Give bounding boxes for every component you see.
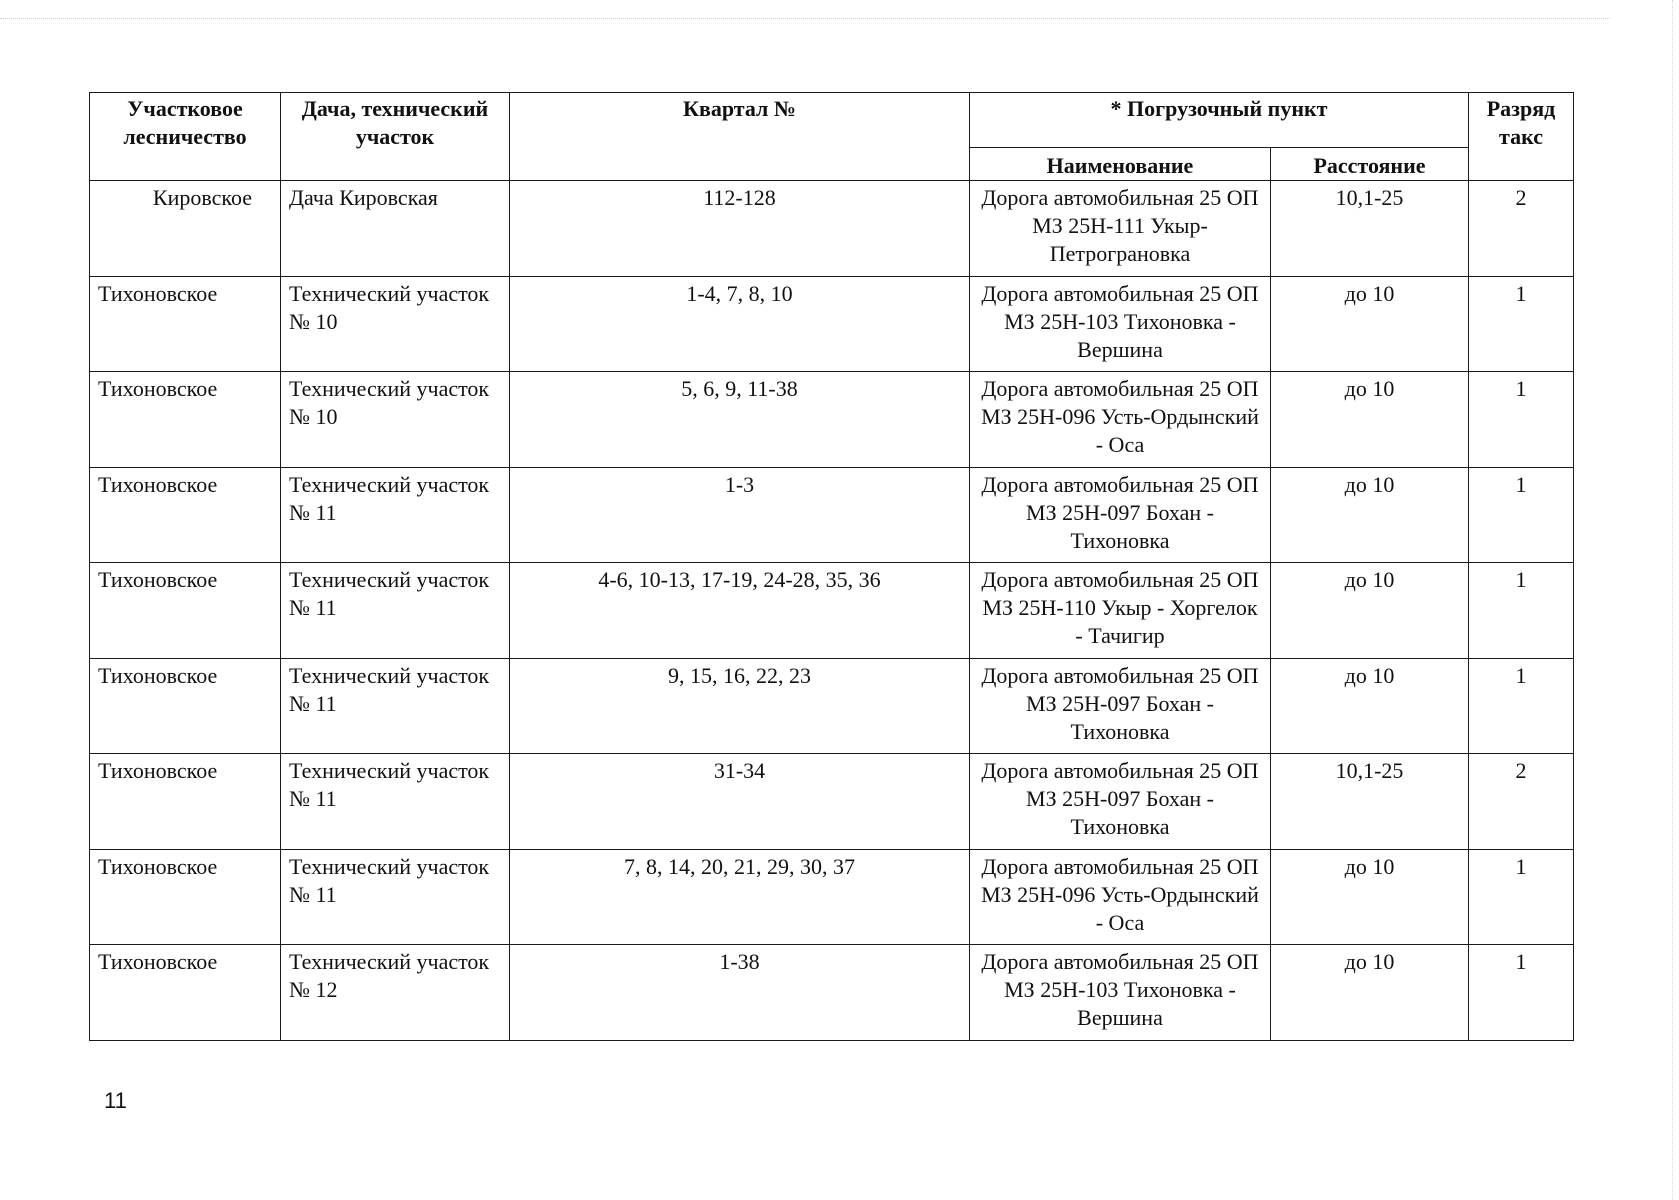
cell-rank: 1 — [1469, 658, 1574, 754]
table-row — [90, 754, 1574, 850]
cell-rank: 2 — [1469, 754, 1574, 850]
cell-forestry: Тихоновское — [90, 372, 281, 468]
header-forestry: Участковое лесничество — [90, 93, 281, 181]
cell-distance: до 10 — [1271, 849, 1469, 945]
cell-quarter: 31-34 — [510, 754, 970, 850]
cell-quarter: 5, 6, 9, 11-38 — [510, 372, 970, 468]
cell-dacha: Технический участок № 10 — [281, 276, 510, 372]
header-quarter: Квартал № — [510, 93, 970, 181]
header-rank: Разряд такс — [1469, 93, 1574, 181]
cell-loading-point-name: Дорога автомобильная 25 ОП МЗ 25Н-097 Бохан - Тихоновка — [970, 658, 1271, 754]
cell-forestry: Тихоновское — [90, 467, 281, 563]
cell-loading-point-name: Дорога автомобильная 25 ОП МЗ 25Н-110 Укыр - Хоргелок - Тачигир — [970, 563, 1271, 659]
cell-forestry: Кировское — [90, 181, 281, 277]
cell-quarter: 1-3 — [510, 467, 970, 563]
cell-dacha: Технический участок № 11 — [281, 754, 510, 850]
cell-distance: 10,1-25 — [1271, 754, 1469, 850]
cell-quarter: 7, 8, 14, 20, 21, 29, 30, 37 — [510, 849, 970, 945]
cell-loading-point-name: Дорога автомобильная 25 ОП МЗ 25Н-096 Усть-Ордынский - Оса — [970, 372, 1271, 468]
cell-rank: 1 — [1469, 372, 1574, 468]
cell-rank: 1 — [1469, 467, 1574, 563]
scan-right-edge — [1672, 0, 1673, 1200]
table-row — [90, 181, 1574, 277]
cell-rank: 1 — [1469, 945, 1574, 1041]
cell-loading-point-name: Дорога автомобильная 25 ОП МЗ 25Н-097 Бохан - Тихоновка — [970, 467, 1271, 563]
cell-forestry: Тихоновское — [90, 945, 281, 1041]
table-row — [90, 276, 1574, 372]
cell-distance: 10,1-25 — [1271, 181, 1469, 277]
cell-quarter: 1-4, 7, 8, 10 — [510, 276, 970, 372]
table-row — [90, 945, 1574, 1041]
cell-quarter: 4-6, 10-13, 17-19, 24-28, 35, 36 — [510, 563, 970, 659]
cell-distance: до 10 — [1271, 276, 1469, 372]
cell-distance: до 10 — [1271, 945, 1469, 1041]
cell-dacha: Технический участок № 11 — [281, 563, 510, 659]
cell-loading-point-name: Дорога автомобильная 25 ОП МЗ 25Н-096 Усть-Ордынский - Оса — [970, 849, 1271, 945]
cell-dacha: Технический участок № 11 — [281, 658, 510, 754]
cell-forestry: Тихоновское — [90, 849, 281, 945]
cell-loading-point-name: Дорога автомобильная 25 ОП МЗ 25Н-103 Тихоновка - Вершина — [970, 945, 1271, 1041]
table-row — [90, 563, 1574, 659]
cell-dacha: Технический участок № 10 — [281, 372, 510, 468]
header-loading-point: * Погрузочный пункт — [970, 93, 1469, 148]
cell-rank: 2 — [1469, 181, 1574, 277]
cell-forestry: Тихоновское — [90, 276, 281, 372]
scan-top-edge — [0, 18, 1610, 19]
table-row — [90, 372, 1574, 468]
cell-quarter: 1-38 — [510, 945, 970, 1041]
cell-quarter: 112-128 — [510, 181, 970, 277]
cell-distance: до 10 — [1271, 467, 1469, 563]
table-row — [90, 658, 1574, 754]
cell-forestry: Тихоновское — [90, 658, 281, 754]
table-row — [90, 467, 1574, 563]
cell-forestry: Тихоновское — [90, 563, 281, 659]
cell-quarter: 9, 15, 16, 22, 23 — [510, 658, 970, 754]
table-header-row — [90, 93, 1574, 148]
cell-rank: 1 — [1469, 276, 1574, 372]
page-number: 11 — [104, 1088, 127, 1113]
cell-rank: 1 — [1469, 849, 1574, 945]
cell-loading-point-name: Дорога автомобильная 25 ОП МЗ 25Н-103 Тихоновка - Вершина — [970, 276, 1271, 372]
cell-dacha: Технический участок № 11 — [281, 467, 510, 563]
header-name: Наименование — [970, 148, 1271, 181]
cell-dacha: Технический участок № 12 — [281, 945, 510, 1041]
cell-distance: до 10 — [1271, 372, 1469, 468]
cell-rank: 1 — [1469, 563, 1574, 659]
cell-loading-point-name: Дорога автомобильная 25 ОП МЗ 25Н-111 Укыр-Петрограновка — [970, 181, 1271, 277]
cell-distance: до 10 — [1271, 563, 1469, 659]
loading-points-table — [89, 92, 1574, 1041]
cell-distance: до 10 — [1271, 658, 1469, 754]
cell-dacha: Технический участок № 11 — [281, 849, 510, 945]
header-dacha: Дача, технический участок — [281, 93, 510, 181]
cell-dacha: Дача Кировская — [281, 181, 510, 277]
table-row — [90, 849, 1574, 945]
header-distance: Расстояние — [1271, 148, 1469, 181]
cell-loading-point-name: Дорога автомобильная 25 ОП МЗ 25Н-097 Бохан - Тихоновка — [970, 754, 1271, 850]
cell-forestry: Тихоновское — [90, 754, 281, 850]
